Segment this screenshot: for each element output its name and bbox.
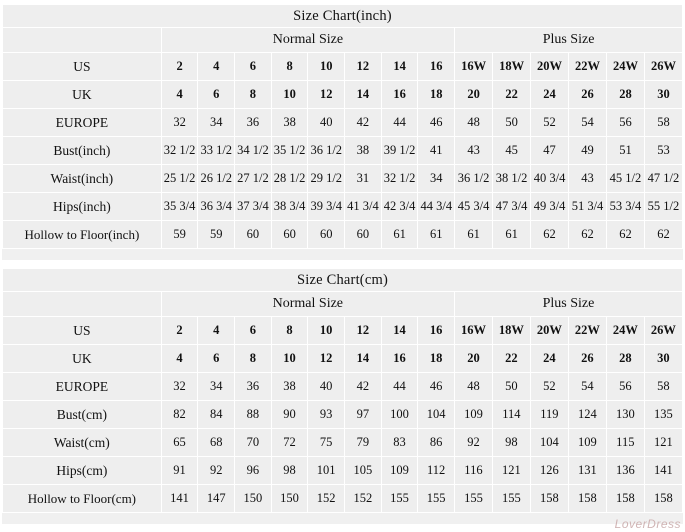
cell: 60 — [271, 221, 308, 249]
cell: 155 — [381, 485, 418, 513]
cell: 20 — [455, 81, 493, 109]
table-row — [3, 345, 683, 373]
cell: 62 — [531, 221, 569, 249]
cell: 16 — [381, 345, 418, 373]
cell: 26 1/2 — [198, 165, 235, 193]
cell: 32 — [161, 373, 198, 401]
cell: 38 — [271, 373, 308, 401]
table-row — [3, 429, 683, 457]
size-chart-cm-block — [1, 267, 684, 525]
cell: 152 — [344, 485, 381, 513]
cell: 54 — [569, 109, 607, 137]
cell: 121 — [492, 457, 530, 485]
cell: 20W — [531, 53, 569, 81]
cell: 44 3/4 — [418, 193, 455, 221]
cell: 40 — [308, 373, 345, 401]
cell: 60 — [345, 221, 382, 249]
cell: 46 — [418, 109, 455, 137]
cell: 59 — [198, 221, 235, 249]
cell: 22W — [569, 53, 607, 81]
cell: 4 — [161, 345, 198, 373]
cell: 61 — [381, 221, 418, 249]
table-row — [3, 137, 683, 165]
cell: 136 — [606, 457, 644, 485]
cell: 26 — [569, 81, 607, 109]
cell: 8 — [235, 345, 272, 373]
watermark: LoverDress — [614, 517, 681, 531]
cell: 2 — [161, 53, 198, 81]
cell: 10 — [308, 53, 345, 81]
cell: 60 — [235, 221, 272, 249]
cell: 83 — [381, 429, 418, 457]
cell: 2 — [161, 317, 198, 345]
cell: 150 — [271, 485, 308, 513]
cell: 48 — [455, 109, 493, 137]
table-row — [3, 109, 683, 137]
cell: 45 3/4 — [455, 193, 493, 221]
row-label: Waist(cm) — [3, 429, 162, 457]
cell: 150 — [235, 485, 272, 513]
table-row — [3, 193, 683, 221]
cell: 98 — [271, 457, 308, 485]
cell: 36 — [235, 373, 272, 401]
cell: 32 — [161, 109, 198, 137]
cell: 16 — [418, 53, 455, 81]
cell: 44 — [381, 109, 418, 137]
cell: 20W — [530, 317, 568, 345]
chart-title: Size Chart(cm) — [3, 269, 683, 292]
cell: 38 — [271, 109, 308, 137]
table-row — [3, 401, 683, 429]
cell: 8 — [271, 317, 308, 345]
cell: 130 — [606, 401, 644, 429]
cell: 47 3/4 — [493, 193, 531, 221]
cell: 32 1/2 — [381, 165, 418, 193]
cell: 14 — [344, 345, 381, 373]
cell: 126 — [530, 457, 568, 485]
cell: 42 — [344, 373, 381, 401]
cell: 30 — [644, 81, 682, 109]
cell: 26W — [644, 53, 682, 81]
cell: 53 — [644, 137, 682, 165]
row-label: Waist(inch) — [3, 165, 162, 193]
cell: 121 — [644, 429, 682, 457]
row-label: UK — [3, 345, 162, 373]
cell: 50 — [493, 109, 531, 137]
cell: 155 — [418, 485, 455, 513]
cell: 158 — [644, 485, 682, 513]
group-header-normal: Normal Size — [161, 28, 454, 53]
cell: 116 — [454, 457, 492, 485]
size-chart-inch-table — [2, 4, 683, 249]
cell: 38 3/4 — [271, 193, 308, 221]
cell: 62 — [644, 221, 682, 249]
cell: 25 1/2 — [161, 165, 198, 193]
cell: 8 — [235, 81, 272, 109]
cell: 55 1/2 — [644, 193, 682, 221]
cell: 4 — [198, 317, 235, 345]
cell: 45 1/2 — [606, 165, 644, 193]
table-row — [3, 221, 683, 249]
cell: 84 — [198, 401, 235, 429]
cell: 36 3/4 — [198, 193, 235, 221]
cell: 93 — [308, 401, 345, 429]
cell: 26W — [644, 317, 682, 345]
cell: 36 1/2 — [455, 165, 493, 193]
cell: 75 — [308, 429, 345, 457]
row-label: Bust(cm) — [3, 401, 162, 429]
row-label: EUROPE — [3, 373, 162, 401]
cell: 91 — [161, 457, 198, 485]
chart-title: Size Chart(inch) — [3, 5, 683, 28]
cell: 34 — [198, 109, 235, 137]
cell: 82 — [161, 401, 198, 429]
cell: 131 — [568, 457, 606, 485]
cell: 12 — [344, 317, 381, 345]
cell: 52 — [530, 373, 568, 401]
size-chart-cm-table — [2, 268, 683, 513]
cell: 38 — [345, 137, 382, 165]
cell: 41 — [418, 137, 455, 165]
cell: 12 — [308, 81, 345, 109]
row-label: Hollow to Floor(inch) — [3, 221, 162, 249]
cell: 18W — [492, 317, 530, 345]
cell: 50 — [492, 373, 530, 401]
cell: 18 — [418, 345, 455, 373]
cell: 62 — [606, 221, 644, 249]
cell: 147 — [198, 485, 235, 513]
cell: 38 1/2 — [493, 165, 531, 193]
cell: 10 — [271, 345, 308, 373]
cell: 109 — [381, 457, 418, 485]
cell: 26 — [568, 345, 606, 373]
table-row — [3, 457, 683, 485]
cell: 92 — [454, 429, 492, 457]
cell: 86 — [418, 429, 455, 457]
row-label: US — [3, 317, 162, 345]
cell: 72 — [271, 429, 308, 457]
cell: 48 — [454, 373, 492, 401]
cell: 22W — [568, 317, 606, 345]
cell: 14 — [381, 317, 418, 345]
cell: 47 1/2 — [644, 165, 682, 193]
cell: 36 — [235, 109, 272, 137]
cell: 61 — [493, 221, 531, 249]
cell: 79 — [344, 429, 381, 457]
cell: 97 — [344, 401, 381, 429]
cell: 29 1/2 — [308, 165, 345, 193]
size-chart-page — [0, 3, 685, 532]
table-group-row — [3, 28, 683, 53]
cell: 28 — [606, 81, 644, 109]
cell: 98 — [492, 429, 530, 457]
cell: 40 3/4 — [531, 165, 569, 193]
cell: 16 — [381, 81, 418, 109]
cell: 58 — [644, 373, 682, 401]
cell: 6 — [198, 345, 235, 373]
cell: 6 — [198, 81, 235, 109]
cell: 104 — [530, 429, 568, 457]
cell: 14 — [345, 81, 382, 109]
table-title-row — [3, 5, 683, 28]
cell: 34 1/2 — [235, 137, 272, 165]
cell: 92 — [198, 457, 235, 485]
cell: 4 — [161, 81, 198, 109]
cell: 61 — [455, 221, 493, 249]
cell: 39 1/2 — [381, 137, 418, 165]
cell: 16 — [418, 317, 455, 345]
cell: 18 — [418, 81, 455, 109]
cell: 37 3/4 — [235, 193, 272, 221]
cell: 114 — [492, 401, 530, 429]
cell: 44 — [381, 373, 418, 401]
table-title-row — [3, 269, 683, 292]
row-label: Hips(inch) — [3, 193, 162, 221]
cell: 34 — [418, 165, 455, 193]
cell: 24W — [606, 53, 644, 81]
cell: 52 — [531, 109, 569, 137]
cell: 109 — [454, 401, 492, 429]
cell: 22 — [492, 345, 530, 373]
cell: 39 3/4 — [308, 193, 345, 221]
cell: 35 1/2 — [271, 137, 308, 165]
cell: 109 — [568, 429, 606, 457]
cell: 58 — [644, 109, 682, 137]
cell: 59 — [161, 221, 198, 249]
cell: 28 — [606, 345, 644, 373]
cell: 12 — [345, 53, 382, 81]
cell: 35 3/4 — [161, 193, 198, 221]
table-row — [3, 53, 683, 81]
row-label: Hollow to Floor(cm) — [3, 485, 162, 513]
cell: 28 1/2 — [271, 165, 308, 193]
cell: 158 — [606, 485, 644, 513]
table-group-row — [3, 292, 683, 317]
cell: 53 3/4 — [606, 193, 644, 221]
cell: 36 1/2 — [308, 137, 345, 165]
cell: 56 — [606, 109, 644, 137]
cell: 47 — [531, 137, 569, 165]
row-label: EUROPE — [3, 109, 162, 137]
cell: 14 — [381, 53, 418, 81]
cell: 4 — [198, 53, 235, 81]
row-label: UK — [3, 81, 162, 109]
cell: 46 — [418, 373, 455, 401]
cell: 104 — [418, 401, 455, 429]
cell: 22 — [493, 81, 531, 109]
cell: 10 — [308, 317, 345, 345]
table-row — [3, 81, 683, 109]
cell: 135 — [644, 401, 682, 429]
cell: 56 — [606, 373, 644, 401]
cell: 158 — [568, 485, 606, 513]
group-header-normal: Normal Size — [161, 292, 454, 317]
cell: 155 — [492, 485, 530, 513]
cell: 155 — [454, 485, 492, 513]
cell: 70 — [235, 429, 272, 457]
cell: 124 — [568, 401, 606, 429]
row-label: US — [3, 53, 162, 81]
cell: 8 — [271, 53, 308, 81]
cell: 68 — [198, 429, 235, 457]
cell: 115 — [606, 429, 644, 457]
cell: 49 — [569, 137, 607, 165]
row-label: Hips(cm) — [3, 457, 162, 485]
group-header-plus: Plus Size — [455, 28, 683, 53]
cell: 141 — [161, 485, 198, 513]
cell: 33 1/2 — [198, 137, 235, 165]
corner-cell — [3, 28, 162, 53]
cell: 62 — [569, 221, 607, 249]
cell: 90 — [271, 401, 308, 429]
cell: 24W — [606, 317, 644, 345]
cell: 16W — [454, 317, 492, 345]
cell: 141 — [644, 457, 682, 485]
row-label: Bust(inch) — [3, 137, 162, 165]
corner-cell — [3, 292, 162, 317]
cell: 10 — [271, 81, 308, 109]
cell: 12 — [308, 345, 345, 373]
cell: 158 — [530, 485, 568, 513]
table-row — [3, 317, 683, 345]
cell: 24 — [530, 345, 568, 373]
cell: 16W — [455, 53, 493, 81]
cell: 61 — [418, 221, 455, 249]
cell: 51 — [606, 137, 644, 165]
size-chart-inch-block — [1, 3, 684, 261]
cell: 34 — [198, 373, 235, 401]
cell: 6 — [235, 53, 272, 81]
cell: 65 — [161, 429, 198, 457]
cell: 51 3/4 — [569, 193, 607, 221]
cell: 152 — [308, 485, 345, 513]
cell: 42 — [345, 109, 382, 137]
cell: 105 — [344, 457, 381, 485]
cell: 18W — [493, 53, 531, 81]
cell: 43 — [569, 165, 607, 193]
cell: 24 — [531, 81, 569, 109]
table-row — [3, 485, 683, 513]
cell: 27 1/2 — [235, 165, 272, 193]
cell: 40 — [308, 109, 345, 137]
cell: 32 1/2 — [161, 137, 198, 165]
cell: 43 — [455, 137, 493, 165]
cell: 20 — [454, 345, 492, 373]
cell: 30 — [644, 345, 682, 373]
table-row — [3, 165, 683, 193]
cell: 119 — [530, 401, 568, 429]
cell: 100 — [381, 401, 418, 429]
cell: 31 — [345, 165, 382, 193]
cell: 6 — [235, 317, 272, 345]
cell: 101 — [308, 457, 345, 485]
group-header-plus: Plus Size — [454, 292, 682, 317]
cell: 60 — [308, 221, 345, 249]
cell: 88 — [235, 401, 272, 429]
table-row — [3, 373, 683, 401]
cell: 41 3/4 — [345, 193, 382, 221]
cell: 42 3/4 — [381, 193, 418, 221]
cell: 96 — [235, 457, 272, 485]
cell: 45 — [493, 137, 531, 165]
cell: 54 — [568, 373, 606, 401]
cell: 49 3/4 — [531, 193, 569, 221]
cell: 112 — [418, 457, 455, 485]
